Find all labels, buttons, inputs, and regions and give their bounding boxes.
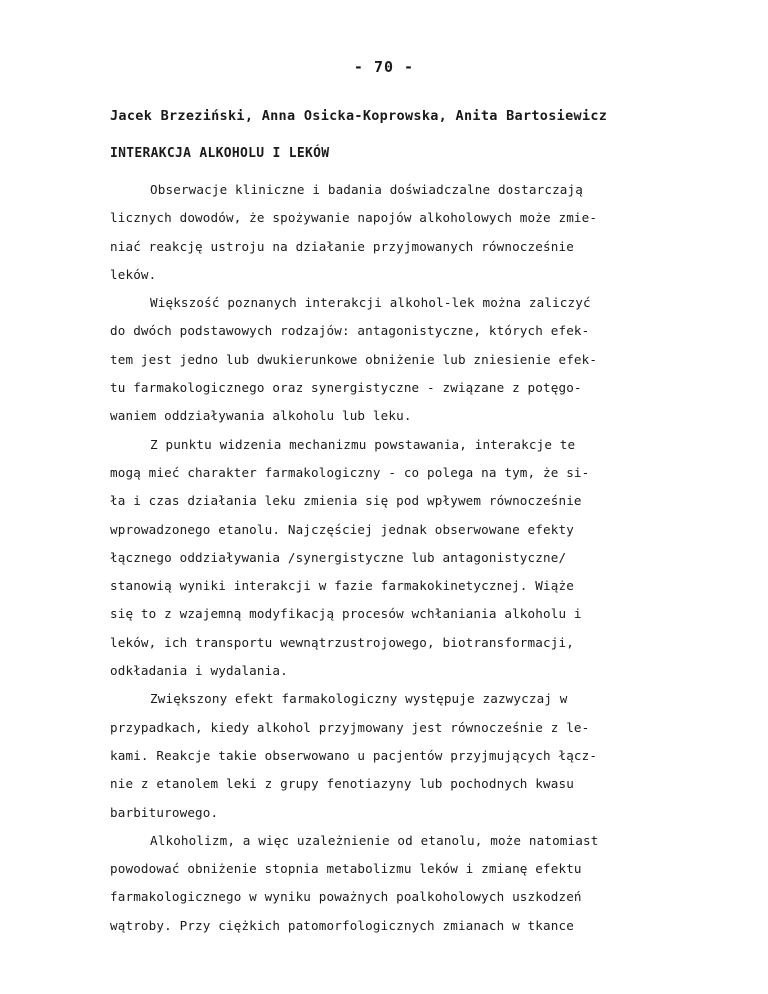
text-line: leków, ich transportu wewnątrzustrojowego, biotransformacji, bbox=[110, 634, 574, 650]
authors-line: Jacek Brzeziński, Anna Osicka-Koprowska, Anita Bartosiewicz bbox=[110, 108, 608, 124]
page-number: - 70 - bbox=[353, 58, 415, 76]
body-text bbox=[110, 176, 670, 940]
text-line: Alkoholizm, a więc uzależnienie od etanolu, może natomiast bbox=[150, 832, 599, 848]
text-line: Obserwacje kliniczne i badania doświadczalne dostarczają bbox=[150, 182, 583, 197]
text-line: farmakologicznego w wyniku poważnych poalkoholowych uszkodzeń bbox=[110, 889, 582, 905]
text-line: kami. Reakcje takie obserwowano u pacjentów przyjmujących łącz- bbox=[110, 747, 598, 763]
text-line: tem jest jedno lub dwukierunkowe obniżenie lub zniesienie efek- bbox=[110, 351, 598, 367]
text-line: przypadkach, kiedy alkohol przyjmowany jest równocześnie z le- bbox=[110, 719, 590, 735]
text-line: ła i czas działania leku zmienia się pod wpływem równocześnie bbox=[110, 493, 582, 509]
text-line: do dwóch podstawowych rodzajów: antagonistyczne, których efek- bbox=[110, 323, 590, 339]
text-line: nie z etanolem leki z grupy fenotiazyny lub pochodnych kwasu bbox=[110, 776, 574, 792]
text-line: licznych dowodów, że spożywanie napojów alkoholowych może zmie- bbox=[110, 210, 598, 226]
text-line: stanowią wyniki interakcji w fazie farmakokinetycznej. Wiąże bbox=[110, 578, 574, 594]
text-line: wątroby. Przy ciężkich patomorfologicznych zmianach w tkance bbox=[110, 917, 574, 933]
text-line: mogą mieć charakter farmakologiczny - co polega na tym, że si- bbox=[110, 464, 590, 480]
article-title: INTERAKCJA ALKOHOLU I LEKÓW bbox=[110, 146, 330, 161]
text-line: Zwiększony efekt farmakologiczny występuje zazwyczaj w bbox=[150, 691, 568, 707]
text-line: Większość poznanych interakcji alkohol-lek można zaliczyć bbox=[150, 295, 591, 311]
text-line: barbiturowego. bbox=[110, 804, 219, 820]
text-line: odkładania i wydalania. bbox=[110, 663, 288, 679]
text-line: łącznego oddziaływania /synergistyczne lub antagonistyczne/ bbox=[110, 549, 567, 565]
text-line: niać reakcję ustroju na działanie przyjmowanych równocześnie bbox=[110, 238, 574, 254]
text-line: się to z wzajemną modyfikacją procesów wchłaniania alkoholu i bbox=[110, 606, 582, 622]
text-line: powodować obniżenie stopnia metabolizmu leków i zmianę efektu bbox=[110, 861, 582, 877]
text-line: tu farmakologicznego oraz synergistyczne - związane z potęgo- bbox=[110, 380, 582, 396]
text-line: wprowadzonego etanolu. Najczęściej jednak obserwowane efekty bbox=[110, 521, 574, 537]
text-line: waniem oddziaływania alkoholu lub leku. bbox=[110, 408, 412, 424]
text-line: Z punktu widzenia mechanizmu powstawania, interakcje te bbox=[150, 436, 576, 452]
text-line: leków. bbox=[110, 266, 157, 282]
